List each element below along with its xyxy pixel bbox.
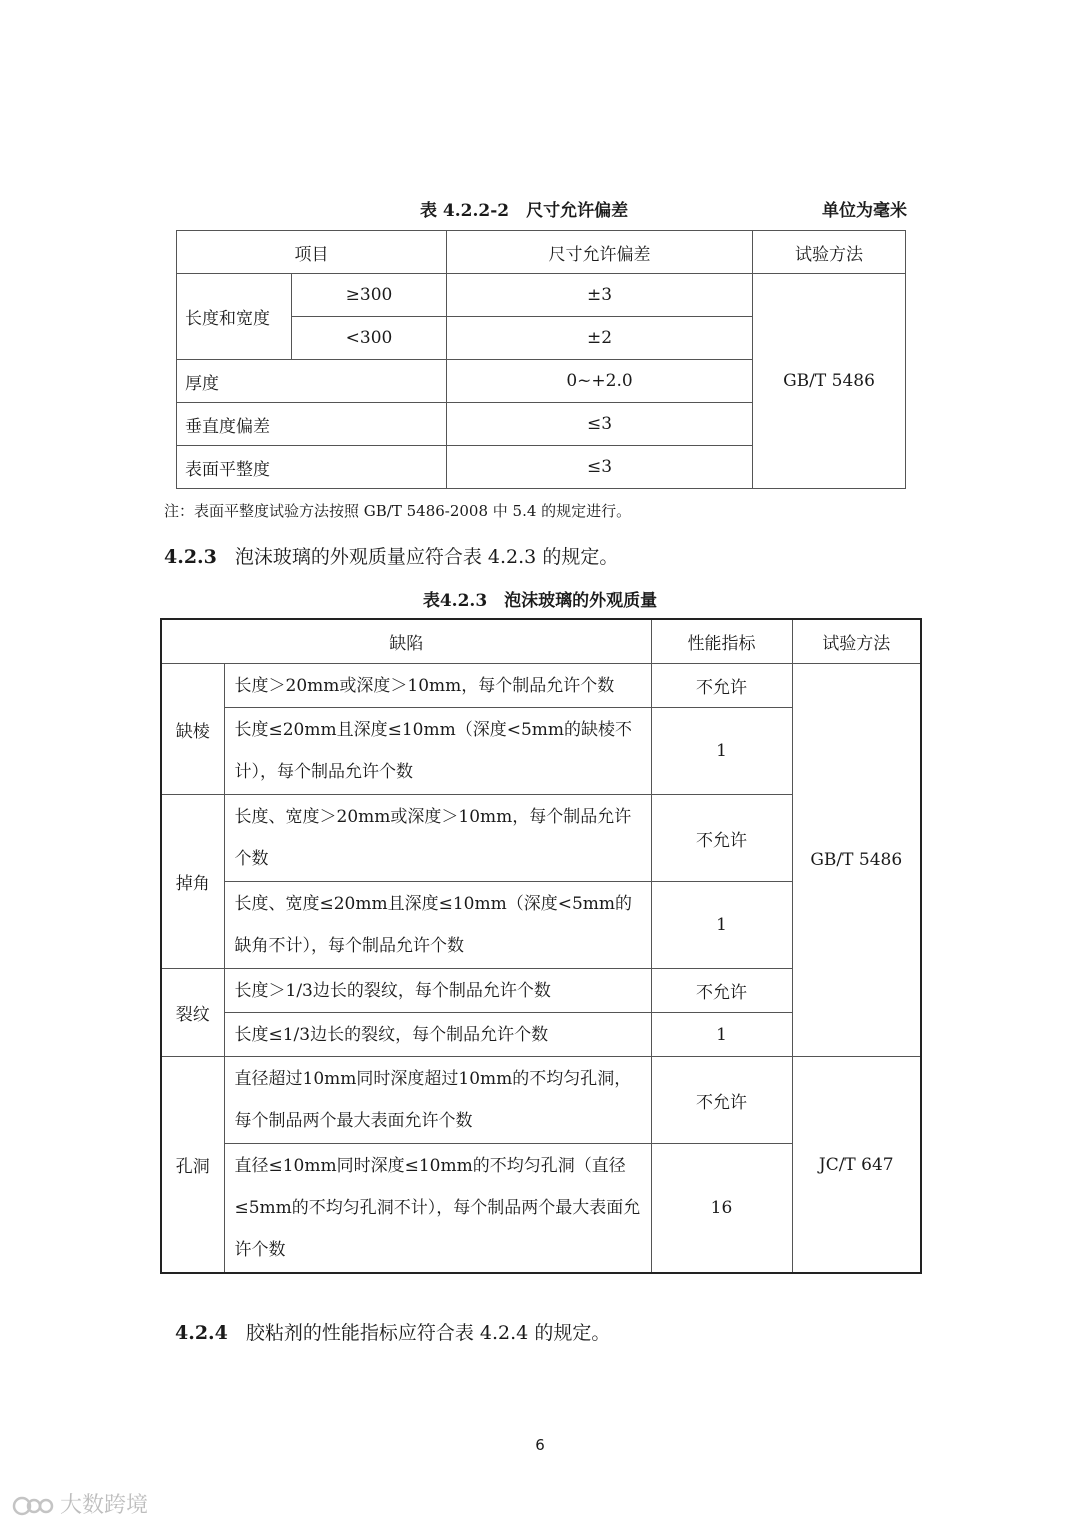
performance-value: 不允许 <box>651 664 792 708</box>
header-method: 试验方法 <box>792 619 921 664</box>
performance-value: 不允许 <box>651 969 792 1013</box>
performance-value: 不允许 <box>651 795 792 882</box>
tolerance-value: 0~+2.0 <box>447 360 753 403</box>
section-number: 4.2.3 <box>164 546 217 568</box>
defect-desc: 长度、宽度＞20mm或深度＞10mm，每个制品允许个数 <box>224 795 651 882</box>
watermark <box>12 1488 148 1519</box>
item-flatness: 表面平整度 <box>177 446 447 489</box>
table-appearance-quality <box>160 618 922 1274</box>
sub-item-lt300: <300 <box>292 317 447 360</box>
table1-title: 表 4.2.2-2 尺寸允许偏差 <box>420 201 629 221</box>
header-defect: 缺陷 <box>161 619 651 664</box>
tolerance-value: ±2 <box>447 317 753 360</box>
page-number: 6 <box>535 1436 545 1454</box>
test-method-jct647: JC/T 647 <box>792 1057 921 1274</box>
tolerance-value: ≤3 <box>447 403 753 446</box>
defect-group-edge: 缺棱 <box>161 664 224 795</box>
defect-group-hole: 孔洞 <box>161 1057 224 1274</box>
section-text: 泡沫玻璃的外观质量应符合表 4.2.3 的规定。 <box>234 546 619 568</box>
watermark-logo-icon <box>12 1493 56 1519</box>
table1-unit: 单位为毫米 <box>822 201 907 221</box>
defect-desc: 直径超过10mm同时深度超过10mm的不均匀孔洞，每个制品两个最大表面允许个数 <box>224 1057 651 1144</box>
defect-desc: 长度＞1/3边长的裂纹，每个制品允许个数 <box>224 969 651 1013</box>
performance-value: 1 <box>651 882 792 969</box>
defect-desc: 长度、宽度≤20mm且深度≤10mm（深度<5mm的缺角不计），每个制品允许个数 <box>224 882 651 969</box>
test-method: GB/T 5486 <box>753 274 906 489</box>
table-dimension-tolerance <box>176 230 906 489</box>
section-4-2-4 <box>175 1318 610 1345</box>
test-method-gbt5486: GB/T 5486 <box>792 664 921 1057</box>
table1-note: 注：表面平整度试验方法按照 GB/T 5486-2008 中 5.4 的规定进行。 <box>164 502 632 520</box>
header-item: 项目 <box>177 231 447 274</box>
performance-value: 1 <box>651 1013 792 1057</box>
tolerance-value: ≤3 <box>447 446 753 489</box>
row-group-length-width: 长度和宽度 <box>177 274 292 360</box>
defect-group-crack: 裂纹 <box>161 969 224 1057</box>
defect-desc: 直径≤10mm同时深度≤10mm的不均匀孔洞（直径≤5mm的不均匀孔洞不计），每个制品两个最大表面允许个数 <box>224 1144 651 1274</box>
watermark-text: 大数跨境 <box>60 1493 149 1518</box>
item-thickness: 厚度 <box>177 360 447 403</box>
table2-title: 表4.2.3 泡沫玻璃的外观质量 <box>422 591 658 611</box>
item-perpendicularity: 垂直度偏差 <box>177 403 447 446</box>
sub-item-ge300: ≥300 <box>292 274 447 317</box>
table1-caption <box>0 196 1080 222</box>
performance-value: 不允许 <box>651 1057 792 1144</box>
header-method: 试验方法 <box>753 231 906 274</box>
tolerance-value: ±3 <box>447 274 753 317</box>
defect-desc: 长度＞20mm或深度＞10mm，每个制品允许个数 <box>224 664 651 708</box>
defect-desc: 长度≤20mm且深度≤10mm（深度<5mm的缺棱不计），每个制品允许个数 <box>224 708 651 795</box>
section-4-2-3 <box>164 542 618 569</box>
section-number: 4.2.4 <box>175 1322 228 1344</box>
performance-value: 1 <box>651 708 792 795</box>
header-tolerance: 尺寸允许偏差 <box>447 231 753 274</box>
section-text: 胶粘剂的性能指标应符合表 4.2.4 的规定。 <box>245 1322 611 1344</box>
defect-desc: 长度≤1/3边长的裂纹，每个制品允许个数 <box>224 1013 651 1057</box>
performance-value: 16 <box>651 1144 792 1274</box>
header-performance: 性能指标 <box>651 619 792 664</box>
defect-group-corner: 掉角 <box>161 795 224 969</box>
